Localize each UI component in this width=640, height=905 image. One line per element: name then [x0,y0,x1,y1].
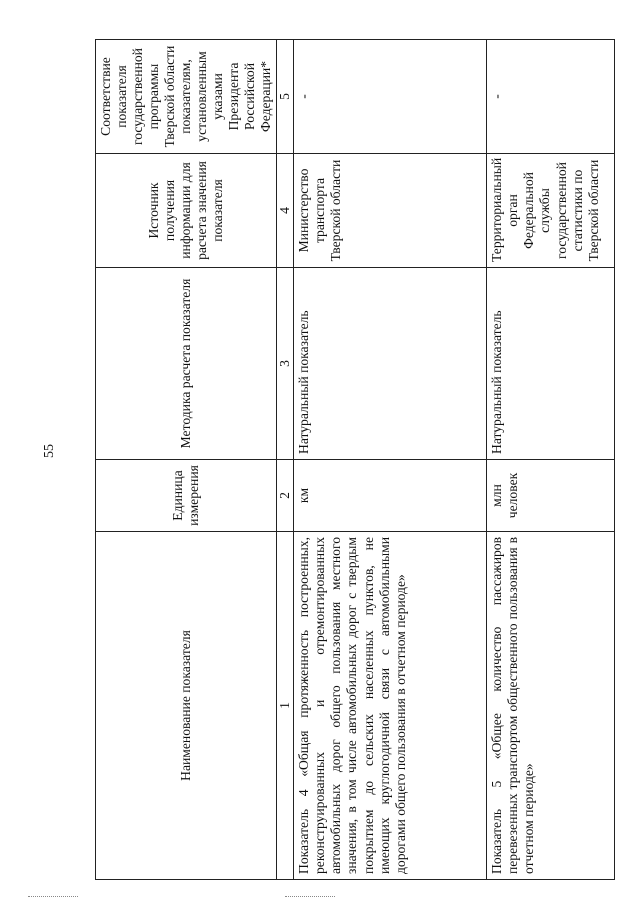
table-row [294,40,487,880]
column-number: 5 [277,40,294,154]
indicators-table [95,39,615,880]
indicator-compliance: - [487,40,615,154]
column-number: 3 [277,268,294,460]
column-number: 4 [277,154,294,268]
column-numbers-row [277,40,294,880]
page-number: 55 [42,444,57,458]
column-number: 2 [277,460,294,532]
scan-artifact-right [285,896,335,897]
header-source: Источник получения информации для расчета значения показателя [96,154,277,268]
indicator-unit: млн человек [487,460,615,532]
indicator-source: Территориальный орган Федеральной службы государственной статистики по Тверской области [487,154,615,268]
indicator-method: Натуральный показатель [487,268,615,460]
header-compliance: Соответствие показателя государственной программы Тверской области показателям, установленным указами Президента Российской Федерации* [96,40,277,154]
scan-artifact-left [28,896,78,897]
header-row [96,40,277,880]
indicator-name: Показатель 4 «Общая протяженность построенных, реконструированных и отремонтированных автомобильных дорог общего пользования местного значения, в том числе автомобильных дорог с твердым покрытием до сельских населенных пунктов, не имеющих круглогодичной связи с автомобильными дорогами общего пользования в отчетном периоде» [294,532,487,880]
column-number: 1 [277,532,294,880]
indicator-name: Показатель 5 «Общее количество пассажиров перевезенных транспортом общественного пользования в отчетном периоде» [487,532,615,880]
header-name: Наименование показателя [96,532,277,880]
header-unit: Единица измерения [96,460,277,532]
indicator-compliance: - [294,40,487,154]
indicator-method: Натуральный показатель [294,268,487,460]
header-method: Методика расчета показателя [96,268,277,460]
indicator-source: Министерство транспорта Тверской области [294,154,487,268]
indicator-unit: км [294,460,487,532]
table-row [487,40,615,880]
indicators-table-container [95,40,601,880]
